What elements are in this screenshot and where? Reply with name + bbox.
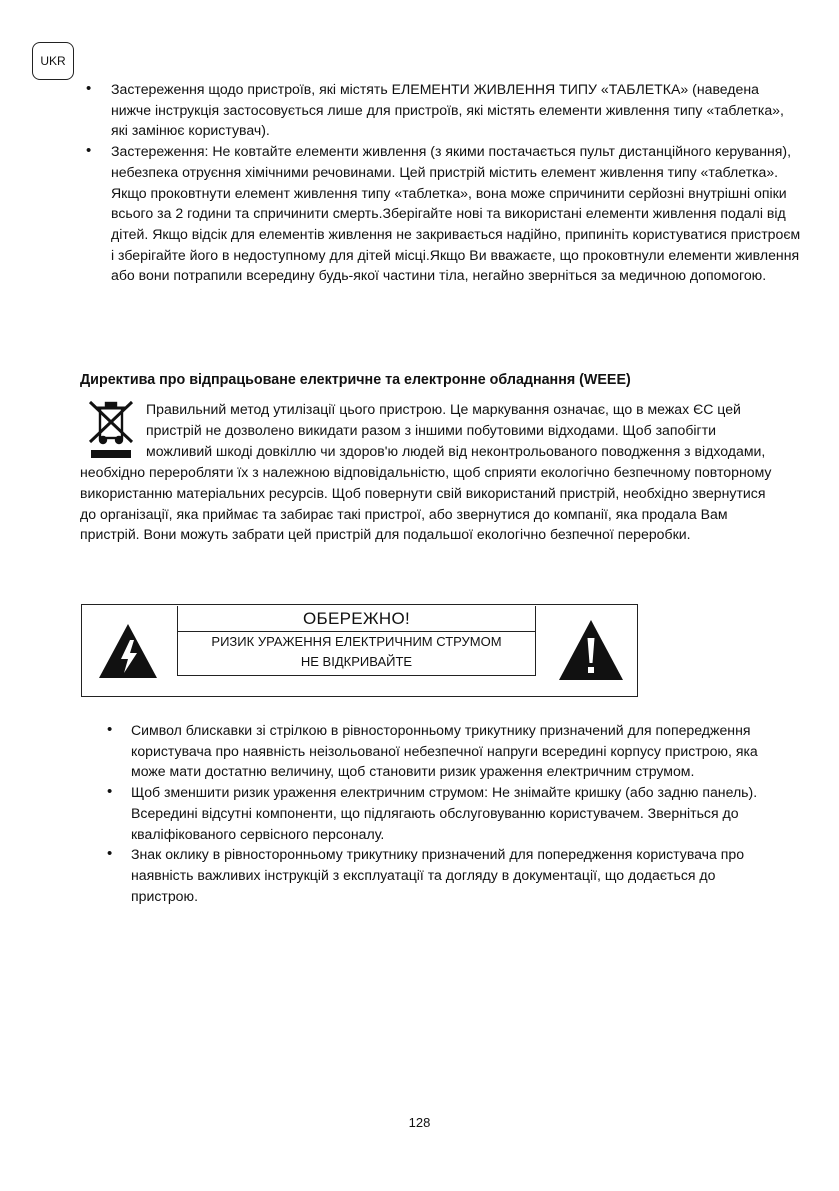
lightning-warning-triangle-icon	[97, 622, 159, 680]
caution-line-2: НЕ ВІДКРИВАЙТЕ	[300, 654, 413, 669]
weee-text: Правильний метод утилізації цього пристрою. Це маркування означає, що в межах ЄС цей пристрій не дозволено викидати разом з іншими побутовими відходами. Щоб запобігти можливий шкоді довкіллю чи здоров'ю людей від неконтрольованого поводження з відходами, необхідно переробляти їх з належною відповідальністю, щоб сприяти екологічно безпечному повторному використанню матеріальних ресурсів. Щоб повернути свій використаний пристрій, необхідно звернутися до організації, яка приймає та забирає такі пристрої, або звернутися до компанії, яка продала Вам пристрій. Вони можуть забрати цей пристрій для подальшої екологічно безпечної переробки.	[80, 401, 772, 543]
page-number: 128	[408, 1115, 431, 1130]
weee-heading: Директива про відпрацьоване електричне та електронне обладнання (WEEE)	[80, 372, 631, 388]
list-item: • Застереження: Не ковтайте елементи живлення (з якими постачається пульт дистанційного керування), небезпека отруєння хімічними речовинами. Цей пристрій містить елемент живлення типу «таблетка». Якщо проковтнути елемент живлення типу «таблетка», вона може спричинити серйозні внутрішні опіки всього за 2 години та спричинити смерть.Зберігайте нові та використані елементи живлення подалі від дітей. Якщо відсік для елементів живлення не закривається надійно, припиніть користуватися пристроєм і зберігайте його в недоступному для дітей місці.Якщо Ви вважаєте, що проковтнули елементи живлення або вони потрапили всередину будь-якої частини тіла, негайно зверніться за медичною допомогою.	[111, 141, 801, 286]
caution-line-1: РИЗИК УРАЖЕННЯ ЕЛЕКТРИЧНИМ СТРУМОМ	[211, 634, 502, 649]
symbol-explanation-list	[131, 720, 771, 906]
list-item: • Щоб зменшити ризик ураження електричним струмом: Не знімайте кришку (або задню панель). Всередині відсутні компоненти, що підлягають обслуговуванню користувачем. Зверніться до кваліфікованого сервісного персоналу.	[131, 782, 771, 844]
exclamation-warning-triangle-icon	[557, 618, 625, 682]
list-item: • Застереження щодо пристроїв, які містять ЕЛЕМЕНТИ ЖИВЛЕННЯ ТИПУ «ТАБЛЕТКА» (наведена нижче інструкція застосовується лише для пристроїв, які містять елементи живлення типу «таблетка», які замінює користувач).	[111, 79, 801, 141]
list-item: • Символ блискавки зі стрілкою в рівносторонньому трикутнику призначений для попередження користувача про наявність неізольованої небезпечної напруги всередині корпусу пристрою, яка може мати достатню величину, щоб становити ризик ураження електричним струмом.	[131, 720, 771, 782]
list-item: • Знак оклику в рівносторонньому трикутнику призначений для попередження користувача про наявність важливих інструкцій з експлуатації та догляду в документації, що додається до пристрою.	[131, 844, 771, 906]
caution-box	[81, 604, 638, 697]
language-badge: UKR	[32, 42, 74, 80]
caution-label	[177, 606, 536, 676]
caution-title: ОБЕРЕЖНО!	[178, 606, 535, 632]
battery-warning-list	[111, 79, 801, 286]
